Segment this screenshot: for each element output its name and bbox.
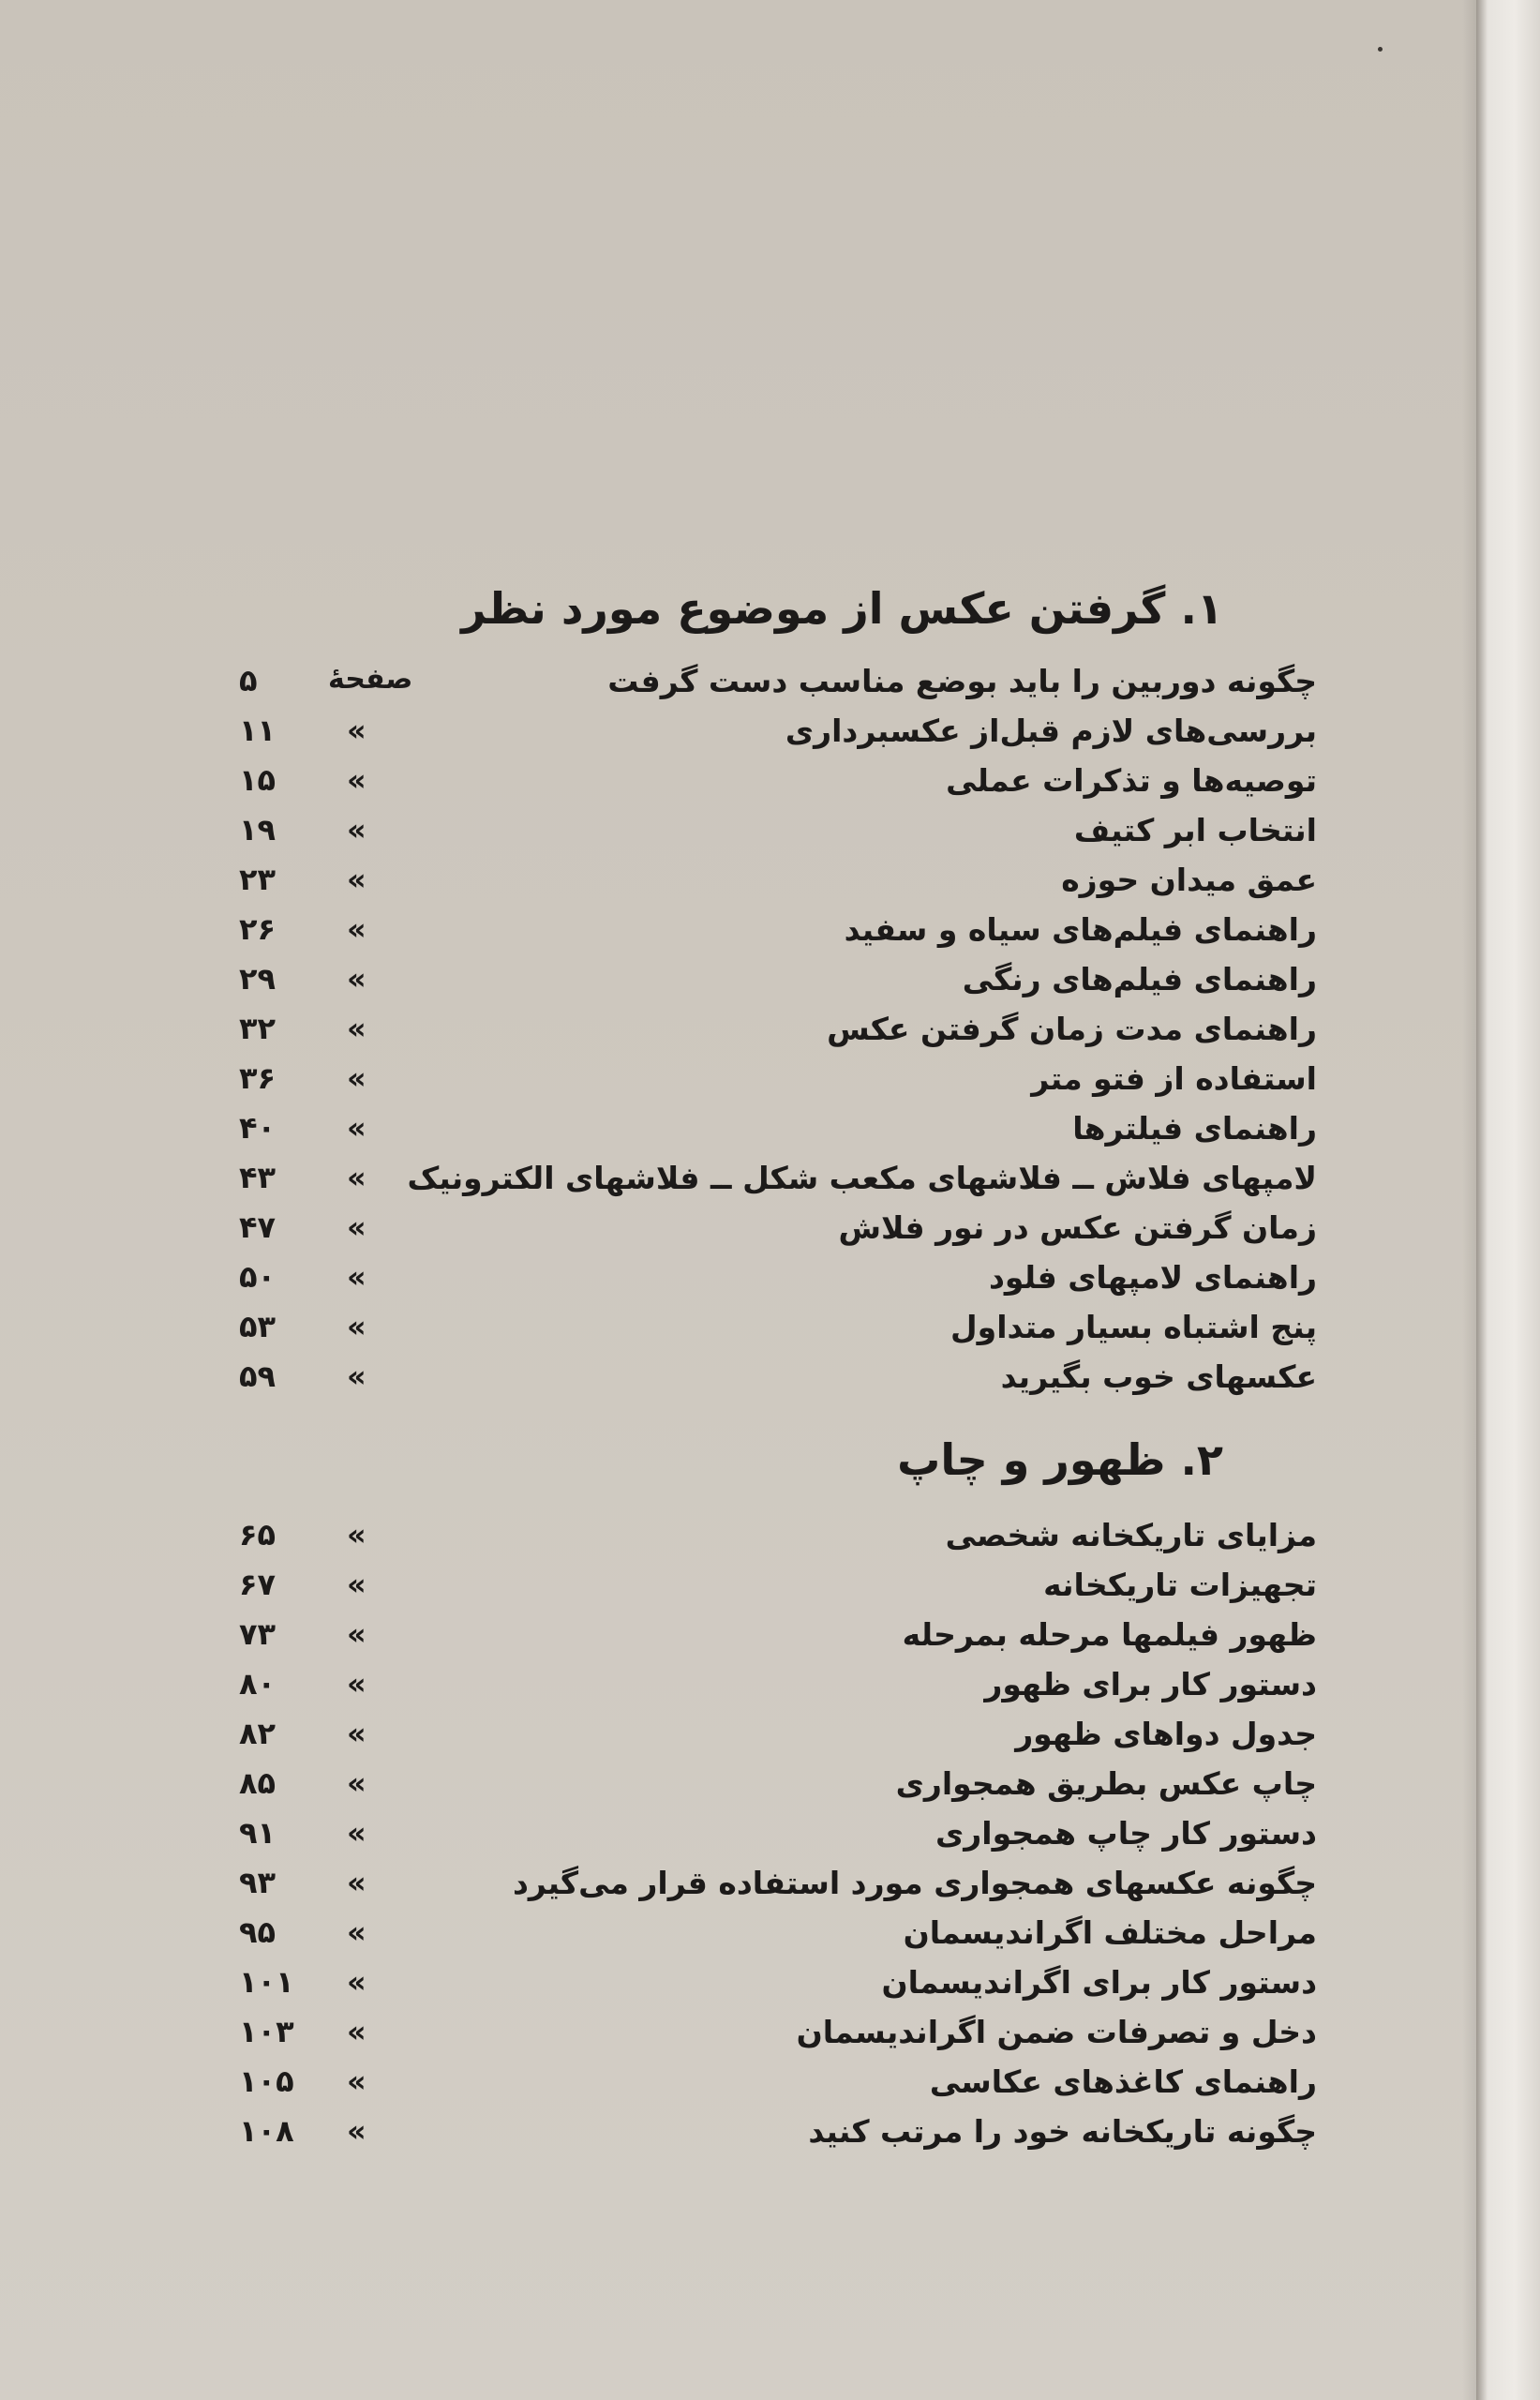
toc-entry-title: تجهیزات تاریکخانه	[1043, 1567, 1317, 1603]
toc-entry-page: ۴۳	[239, 1160, 277, 1195]
ditto-mark: «	[347, 2063, 366, 2099]
toc-row	[0, 712, 1481, 761]
toc-entry-page: ۹۵	[239, 1914, 277, 1950]
toc-entry-page: ۵۳	[239, 1309, 277, 1344]
toc-entry-page: ۷۳	[239, 1616, 277, 1652]
toc-row	[0, 1011, 1481, 1059]
toc-entry-title: پنج اشتباه بسیار متداول	[950, 1309, 1317, 1345]
toc-entry-page: ۲۶	[239, 911, 277, 947]
toc-entry-title: جدول دواهای ظهور	[1015, 1716, 1317, 1752]
toc-row	[0, 1517, 1481, 1566]
toc-entry-title: مزایای تاریکخانه شخصی	[945, 1517, 1317, 1553]
toc-row	[0, 1616, 1481, 1665]
toc-entry-title: دستور کار برای ظهور	[984, 1666, 1317, 1702]
ditto-mark: «	[347, 1865, 366, 1900]
toc-entry-title: لامپهای فلاش ــ فلاشهای مکعب شکل ــ فلاشهای الکترونیک	[407, 1160, 1317, 1196]
ditto-mark: «	[347, 2113, 366, 2149]
toc-entry-page: ۵	[239, 663, 258, 698]
toc-row	[0, 1914, 1481, 1963]
toc-entry-title: توصیه‌ها و تذکرات عملی	[946, 762, 1317, 799]
ditto-mark: «	[347, 862, 366, 897]
toc-row	[0, 1209, 1481, 1258]
toc-entry-page: ۱۹	[239, 812, 277, 848]
toc-entry-title: دستور کار چاپ همجواری	[935, 1815, 1317, 1852]
ditto-mark: «	[347, 1666, 366, 1702]
ditto-mark: «	[347, 1517, 366, 1552]
toc-row	[0, 2014, 1481, 2062]
toc-entry-page: ۲۳	[239, 862, 277, 897]
toc-entry-title: چگونه عکسهای همجواری مورد استفاده قرار می‌گیرد	[513, 1865, 1317, 1901]
toc-row	[0, 1060, 1481, 1109]
ditto-mark: «	[347, 961, 366, 997]
toc-entry-page: ۴۰	[239, 1110, 277, 1146]
toc-entry-title: استفاده از فتو متر	[1031, 1060, 1317, 1097]
toc-row	[0, 762, 1481, 811]
toc-row	[0, 961, 1481, 1010]
toc-row	[0, 2063, 1481, 2112]
ditto-mark: «	[347, 1358, 366, 1394]
toc-row	[0, 862, 1481, 910]
toc-entry-title: راهنمای فیلم‌های رنگی	[962, 961, 1317, 998]
toc-entry-page: ۱۵	[239, 762, 277, 798]
toc-entry-page: ۳۶	[239, 1060, 277, 1096]
ditto-mark: «	[347, 1765, 366, 1801]
toc-row	[0, 663, 1481, 712]
toc-entry-title: دستور کار برای اگراندیسمان	[881, 1964, 1317, 2001]
section-title: ۲. ظهور و چاپ	[897, 1434, 1223, 1485]
ditto-mark: «	[347, 1209, 366, 1245]
toc-entry-page: ۸۰	[239, 1666, 277, 1702]
section-title: ۱. گرفتن عکس از موضوع مورد نظر	[461, 583, 1223, 634]
toc-row	[0, 1259, 1481, 1308]
ditto-mark: «	[347, 762, 366, 798]
toc-entry-title: راهنمای فیلم‌های سیاه و سفید	[844, 911, 1317, 948]
toc-entry-title: راهنمای کاغذهای عکاسی	[929, 2063, 1317, 2100]
toc-row	[0, 911, 1481, 960]
toc-entry-title: عکسهای خوب بگیرید	[1000, 1358, 1317, 1395]
toc-entry-page: ۶۵	[239, 1517, 277, 1552]
ditto-mark: «	[347, 1567, 366, 1602]
ditto-mark: «	[347, 1309, 366, 1344]
ditto-mark: «	[347, 1914, 366, 1950]
toc-row	[0, 1567, 1481, 1615]
ditto-mark: «	[347, 1110, 366, 1146]
toc-entry-page: ۸۲	[239, 1716, 277, 1751]
toc-entry-title: مراحل مختلف اگراندیسمان	[903, 1914, 1317, 1951]
ditto-mark: «	[347, 1964, 366, 2000]
toc-entry-title: بررسی‌های لازم قبل‌از عکسبرداری	[785, 712, 1317, 749]
toc-entry-page: ۵۰	[239, 1259, 277, 1295]
toc-entry-page: ۸۵	[239, 1765, 277, 1801]
ditto-mark: «	[347, 1060, 366, 1096]
ditto-mark: «	[347, 1616, 366, 1652]
toc-entry-page: ۱۰۳	[239, 2014, 294, 2049]
toc-entry-title: چگونه دوربین را باید بوضع مناسب دست گرفت	[607, 663, 1317, 699]
toc-entry-page: ۶۷	[239, 1567, 277, 1602]
ditto-mark: «	[347, 1160, 366, 1195]
toc-row	[0, 1865, 1481, 1913]
toc-entry-page: ۳۲	[239, 1011, 277, 1046]
toc-entry-page: ۵۹	[239, 1358, 277, 1394]
toc-entry-title: راهنمای مدت زمان گرفتن عکس	[827, 1011, 1317, 1047]
ditto-mark: «	[347, 2014, 366, 2049]
ditto-mark: «	[347, 1716, 366, 1751]
ditto-mark: «	[347, 712, 366, 748]
toc-entry-title: راهنمای فیلترها	[1072, 1110, 1317, 1147]
toc-entry-page: ۹۱	[239, 1815, 277, 1851]
toc-row	[0, 1666, 1481, 1715]
toc-row	[0, 1110, 1481, 1159]
toc-row	[0, 1765, 1481, 1814]
toc-row	[0, 1964, 1481, 2013]
toc-row	[0, 1716, 1481, 1764]
toc-entry-title: عمق میدان حوزه	[1061, 862, 1317, 898]
toc-entry-title: راهنمای لامپهای فلود	[989, 1259, 1317, 1296]
toc-row	[0, 1358, 1481, 1407]
toc-row	[0, 1160, 1481, 1208]
toc-entry-page: ۴۷	[239, 1209, 277, 1245]
page-column-header: صفحهٔ	[328, 663, 413, 696]
toc-row	[0, 2113, 1481, 2162]
toc-row	[0, 1309, 1481, 1358]
next-page-edge	[1476, 0, 1540, 2400]
toc-entry-page: ۱۰۵	[239, 2063, 294, 2099]
toc-entry-title: انتخاب ابر کتیف	[1073, 812, 1317, 848]
ditto-mark: «	[347, 1815, 366, 1851]
toc-entry-title: چگونه تاریکخانه خود را مرتب کنید	[808, 2113, 1317, 2150]
toc-entry-page: ۹۳	[239, 1865, 277, 1900]
toc-entry-page: ۱۱	[239, 712, 277, 748]
toc-entry-title: ظهور فیلمها مرحله بمرحله	[902, 1616, 1317, 1653]
toc-row	[0, 812, 1481, 861]
ditto-mark: «	[347, 911, 366, 947]
ditto-mark: «	[347, 1259, 366, 1295]
toc-entry-title: چاپ عکس بطریق همجواری	[895, 1765, 1317, 1802]
toc-entry-page: ۲۹	[239, 961, 277, 997]
toc-entry-title: دخل و تصرفات ضمن اگراندیسمان	[796, 2014, 1317, 2050]
toc-entry-page: ۱۰۸	[239, 2113, 294, 2149]
ditto-mark: «	[347, 812, 366, 848]
toc-row	[0, 1815, 1481, 1864]
toc-entry-title: زمان گرفتن عکس در نور فلاش	[838, 1209, 1317, 1246]
ditto-mark: «	[347, 1011, 366, 1046]
toc-entry-page: ۱۰۱	[239, 1964, 294, 2000]
